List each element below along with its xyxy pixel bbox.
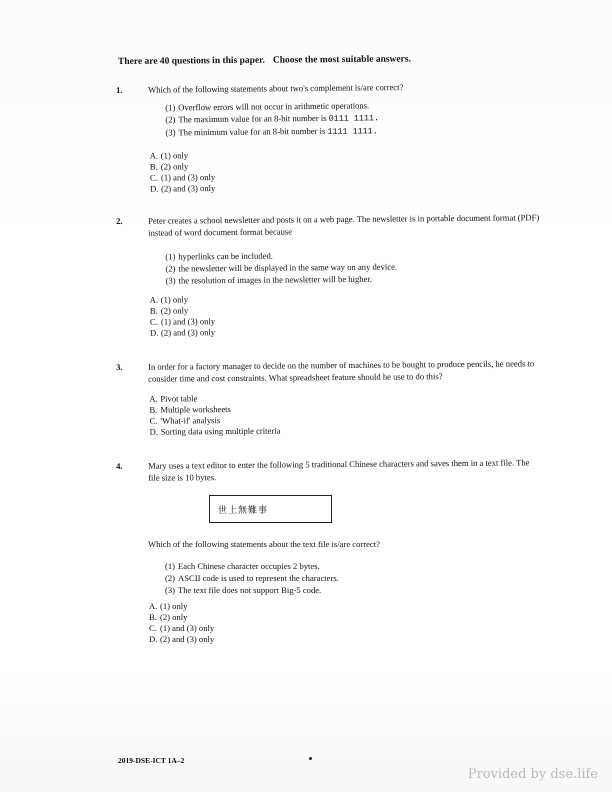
option-list <box>149 393 280 438</box>
option-text: (1) and (3) only <box>160 316 216 327</box>
statement-text: the resolution of images in the newsletter will be higher. <box>178 273 372 286</box>
option-text: (2) and (3) only <box>160 634 215 644</box>
option-letter: C. <box>149 415 158 426</box>
option-text: Sorting data using multiple criteria <box>160 425 281 437</box>
question-text: Peter creates a school newsletter and posts it on a web page. The newsletter is in portable document format (PDF) instead of word document format because <box>148 212 540 238</box>
option-c[interactable] <box>149 623 214 634</box>
paper-instructions <box>118 54 411 67</box>
option-list <box>149 601 214 645</box>
option-letter: B. <box>149 161 158 172</box>
statement-text: hyperlinks can be included. <box>178 250 273 262</box>
option-letter: C. <box>149 316 158 327</box>
option-d[interactable] <box>150 183 215 195</box>
option-letter: D. <box>149 426 159 437</box>
question-number: 2. <box>116 215 123 226</box>
statement-label: (1) <box>165 102 176 113</box>
option-text: Pivot table <box>160 393 198 404</box>
option-text: (2) only <box>160 305 189 316</box>
option-text: (2) only <box>160 161 189 172</box>
statement-label: (2) <box>165 573 176 583</box>
statement-label: (2) <box>165 114 176 125</box>
option-letter: A. <box>149 393 158 404</box>
option-letter: A. <box>149 294 159 305</box>
option-text: (1) only <box>160 601 188 611</box>
statement-label: (1) <box>165 561 176 571</box>
option-letter: D. <box>149 327 159 338</box>
statement <box>166 273 398 287</box>
option-text: (2) and (3) only <box>160 327 216 338</box>
option-text: 'What-if' analysis <box>160 415 221 426</box>
option-b[interactable] <box>150 161 215 173</box>
question-subtext: Which of the following statements about the text file is/are correct? <box>148 539 380 549</box>
option-letter: C. <box>149 172 158 183</box>
instruction-count: There are 40 questions in this paper. <box>118 55 265 67</box>
question-number: 1. <box>116 84 123 95</box>
statement <box>165 124 379 139</box>
statement-text: The maximum value for an 8-bit number is <box>178 112 327 125</box>
option-text: (2) and (3) only <box>161 182 216 194</box>
option-c[interactable] <box>150 172 215 184</box>
option-b[interactable] <box>149 612 214 623</box>
option-a[interactable] <box>150 294 215 306</box>
statement-text: Each Chinese character occupies 2 bytes. <box>178 561 320 571</box>
question-number: 4. <box>116 460 123 471</box>
statement <box>165 572 339 584</box>
option-text: Multiple worksheets <box>160 403 231 415</box>
watermark: Provided by dse.life <box>467 767 598 782</box>
statement <box>165 584 339 596</box>
statement-list <box>165 99 379 139</box>
statement-text: ASCII code is used to represent the characters. <box>178 573 339 583</box>
option-letter: B. <box>149 612 157 622</box>
option-letter: C. <box>149 623 157 633</box>
statement-label: (2) <box>165 263 176 274</box>
option-letter: A. <box>149 601 158 611</box>
statement-text: the newsletter will be displayed in the same way on any device. <box>178 261 398 274</box>
option-text: (1) only <box>160 150 189 161</box>
statement <box>165 560 339 572</box>
statement-text: The text file does not support Big-5 code. <box>178 585 322 595</box>
chinese-characters-box <box>209 495 332 523</box>
binary-value: 0111 1111. <box>328 113 380 124</box>
question-text: Which of the following statements about two's complement is/are correct? <box>148 81 404 95</box>
question-text: In order for a factory manager to decide on the number of machines to be bought to produce pencils, he needs to consider time and cost constraints. What spreadsheet feature should he use to do this? <box>148 358 535 384</box>
statement-text: The minimum value for an 8-bit number is <box>178 125 326 138</box>
option-d[interactable] <box>150 426 281 438</box>
statement-label: (3) <box>165 585 176 595</box>
option-text: (1) and (3) only <box>160 171 216 183</box>
statement-label: (3) <box>165 127 176 138</box>
binary-value: 1111 1111. <box>327 126 378 137</box>
statement-list <box>165 560 339 596</box>
option-letter: B. <box>149 404 158 415</box>
question-number: 3. <box>116 361 123 372</box>
option-c[interactable] <box>150 316 215 328</box>
page-dot <box>309 757 312 760</box>
option-a[interactable] <box>150 150 215 162</box>
page-footer: 2019-DSE-ICT 1A–2 <box>118 756 185 765</box>
instruction-choose: Choose the most suitable answers. <box>272 54 411 66</box>
option-b[interactable] <box>150 305 215 317</box>
chinese-characters: 世上無難事 <box>218 506 269 516</box>
option-list <box>150 150 216 195</box>
option-d[interactable] <box>149 634 214 645</box>
option-text: (1) only <box>160 294 189 305</box>
option-letter: D. <box>150 183 159 194</box>
statement-list <box>165 249 397 287</box>
option-text: (1) and (3) only <box>160 623 215 633</box>
option-letter: A. <box>149 150 159 161</box>
option-a[interactable] <box>149 601 214 612</box>
option-list <box>150 294 216 339</box>
statement-label: (3) <box>165 275 176 286</box>
question-text: Mary uses a text editor to enter the following 5 traditional Chinese characters and saves them in a text file. The file size is 10 bytes. <box>148 457 530 483</box>
option-letter: D. <box>149 634 158 644</box>
option-d[interactable] <box>150 327 215 339</box>
statement-label: (1) <box>165 251 176 262</box>
option-text: (2) only <box>160 612 188 622</box>
option-letter: B. <box>149 305 158 316</box>
statement-text: Overflow errors will not occur in arithmetic operations. <box>178 100 370 113</box>
